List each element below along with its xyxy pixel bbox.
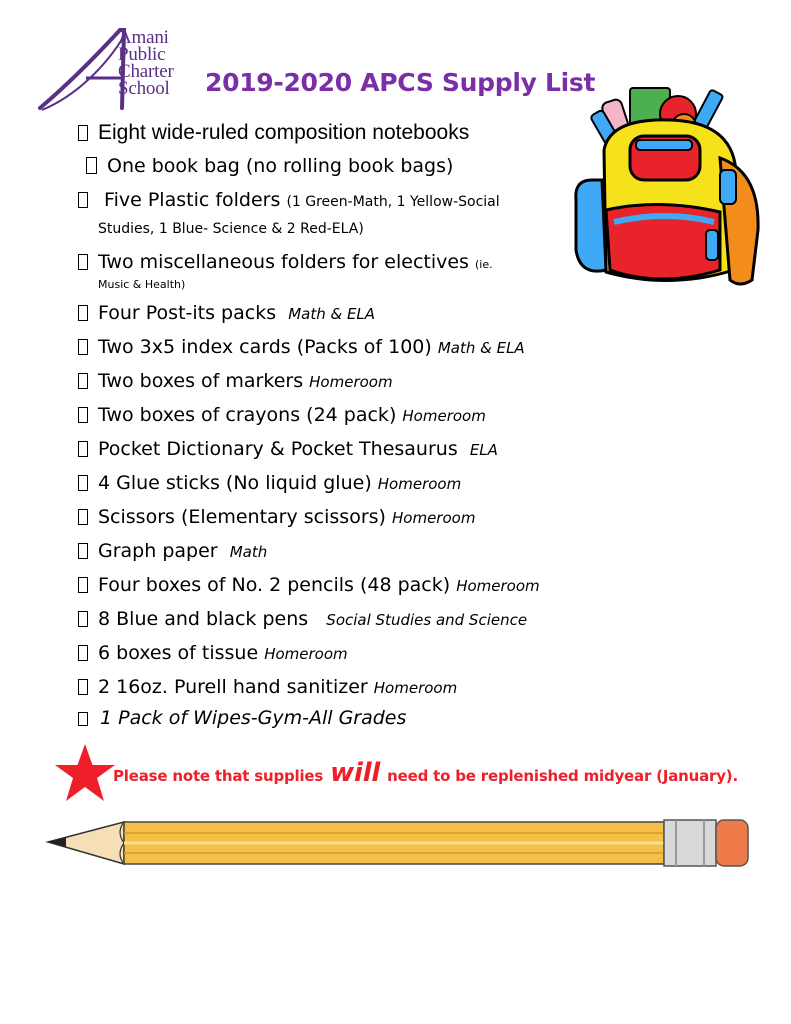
- page-title: 2019-2020 APCS Supply List: [205, 68, 596, 97]
- notice-text: Please note that supplies will need to be replenished midyear (January).: [113, 758, 738, 788]
- checkbox-icon: [86, 157, 97, 174]
- list-item: 6 boxes of tissue Homeroom: [78, 642, 348, 664]
- checkbox-icon: [78, 441, 88, 457]
- checkbox-icon: [78, 543, 88, 559]
- list-item: Graph paper Math: [78, 540, 267, 562]
- checkbox-icon: [78, 679, 88, 695]
- pencil-icon: [44, 812, 752, 874]
- list-item: 1 Pack of Wipes-Gym-All Grades: [78, 707, 406, 729]
- star-icon: [54, 744, 116, 802]
- logo-line-3: Charter: [118, 61, 174, 82]
- list-item: Two 3x5 index cards (Packs of 100) Math & ELA: [78, 336, 525, 358]
- checkbox-icon: [78, 125, 88, 141]
- checkbox-icon: [78, 339, 88, 355]
- checkbox-icon: [78, 611, 88, 627]
- list-item: Two boxes of markers Homeroom: [78, 370, 393, 392]
- checkbox-icon: [78, 475, 88, 491]
- list-item: Four Post-its packs Math & ELA: [78, 302, 375, 324]
- list-item: 2 16oz. Purell hand sanitizer Homeroom: [78, 676, 457, 698]
- logo-line-2: Public: [118, 44, 166, 65]
- list-item-continuation: Music & Health): [98, 278, 186, 291]
- list-item: Scissors (Elementary scissors) Homeroom: [78, 506, 475, 528]
- checkbox-icon: [78, 509, 88, 525]
- checkbox-icon: [78, 577, 88, 593]
- logo-line-1: Amani: [118, 27, 169, 48]
- list-item: Pocket Dictionary & Pocket Thesaurus ELA: [78, 438, 498, 460]
- list-item: Five Plastic folders (1 Green-Math, 1 Yellow-Social: [78, 189, 500, 211]
- list-item: Two boxes of crayons (24 pack) Homeroom: [78, 404, 486, 426]
- checkbox-icon: [78, 373, 88, 389]
- school-logo-text: [118, 29, 174, 97]
- logo-line-4: School: [118, 78, 170, 99]
- list-item: Two miscellaneous folders for electives (ie.: [78, 251, 493, 273]
- backpack-icon: [570, 80, 766, 294]
- checkbox-icon: [78, 305, 88, 321]
- list-item: 8 Blue and black pens Social Studies and Science: [78, 608, 527, 630]
- checkbox-icon: [78, 712, 88, 726]
- list-item: Eight wide-ruled composition notebooks: [78, 121, 469, 145]
- checkbox-icon: [78, 192, 88, 208]
- list-item: 4 Glue sticks (No liquid glue) Homeroom: [78, 472, 461, 494]
- list-item: One book bag (no rolling book bags): [86, 155, 453, 177]
- list-item: Four boxes of No. 2 pencils (48 pack) Homeroom: [78, 574, 540, 596]
- checkbox-icon: [78, 254, 88, 270]
- list-item-continuation: Studies, 1 Blue- Science & 2 Red-ELA): [98, 221, 364, 237]
- checkbox-icon: [78, 645, 88, 661]
- checkbox-icon: [78, 407, 88, 423]
